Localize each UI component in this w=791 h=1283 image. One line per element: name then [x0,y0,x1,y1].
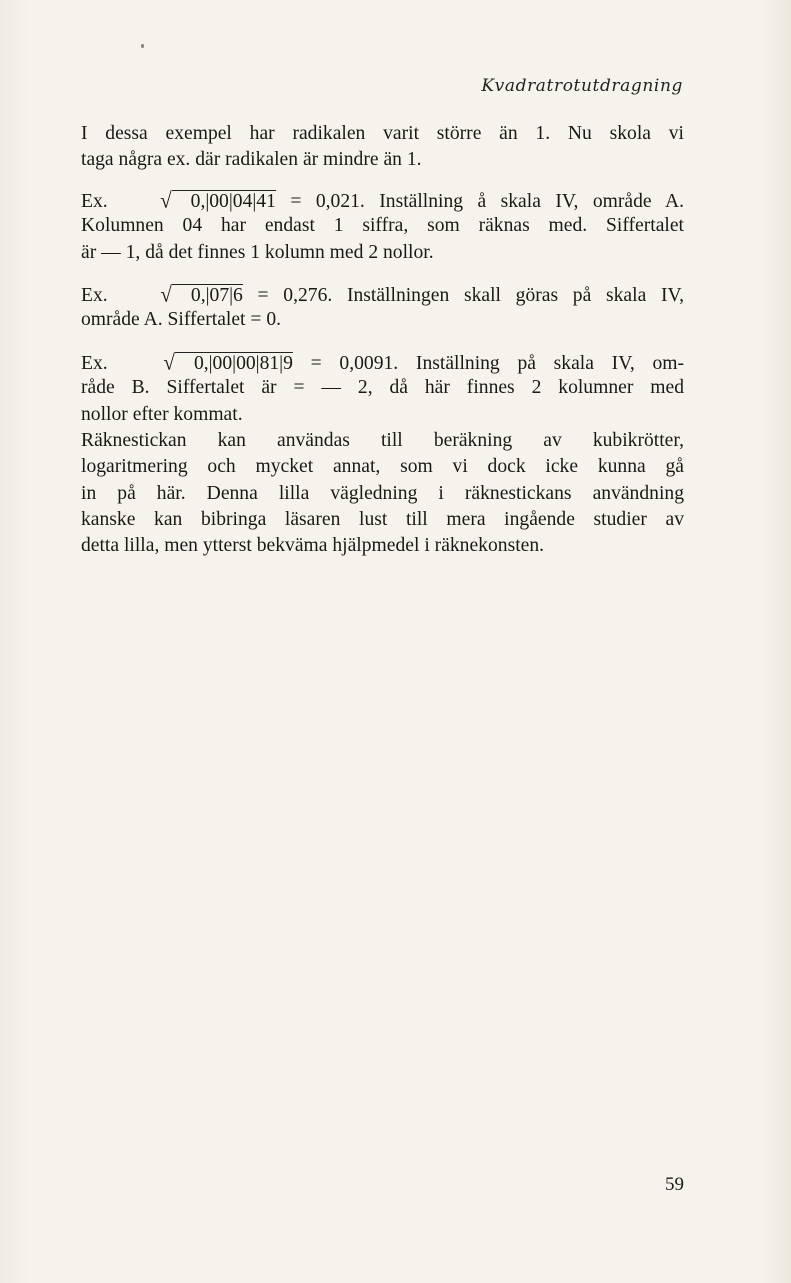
text-line: detta lilla, men ytterst bekväma hjälpmedel i räknekonsten. [81,535,545,557]
text-line: råde B. Siffertalet är = — 2, då här finnes 2 kolumner med [81,377,684,399]
page-number: 59 [665,1174,684,1195]
paragraph-example-3 [62,349,684,428]
text-line: Räknestickan kan användas till beräkning av kubikrötter, [81,429,684,451]
text-line: in på här. Denna lilla vägledning i räknestickans användning [81,482,684,504]
paragraph-example-1 [62,187,684,266]
square-root [125,349,293,377]
formula-result: = 0,021. Inställning å skala IV, område A. [275,190,684,212]
square-root [122,281,242,309]
paragraph-example-2 [62,281,684,334]
text-line: Kolumnen 04 har endast 1 siffra, som räknas med. Siffertalet [81,215,684,237]
radicand: 0,|07|6 [172,284,243,307]
paragraph-conclusion [62,428,684,560]
radical-sign-icon: √ [160,281,172,307]
text-line: är — 1, då det finnes 1 kolumn med 2 nollor. [81,241,434,263]
text-line: kanske kan bibringa läsaren lust till mera ingående studier av [81,509,684,531]
formula-result: = 0,0091. Inställning på skala IV, om- [292,352,685,374]
example-label: Ex. [81,190,123,212]
text-line: I dessa exempel har radikalen varit större än 1. Nu skola vi [81,123,684,144]
text-line: område A. Siffertalet = 0. [81,309,282,331]
body-text [62,121,684,560]
square-root [122,187,276,215]
formula-line [62,187,684,213]
radicand: 0,|00|04|41 [172,190,276,213]
example-label: Ex. [81,352,126,374]
running-head: Kvadratrotutdragning [481,76,683,96]
radical-sign-icon: √ [163,349,175,375]
text-line: nollor efter kommat. [81,403,243,425]
radicand: 0,|00|00|81|9 [175,352,293,375]
text-line: logaritmering och mycket annat, som vi dock icke kunna gå [81,456,684,478]
paragraph-1 [62,121,684,174]
formula-line [62,281,684,307]
formula-line [62,349,684,375]
text-line: taga några ex. där radikalen är mindre än 1. [81,149,422,171]
radical-sign-icon: √ [160,187,172,213]
ink-speck [141,44,144,48]
formula-result: = 0,276. Inställningen skall göras på skala IV, [242,284,685,306]
example-label: Ex. [81,284,123,306]
